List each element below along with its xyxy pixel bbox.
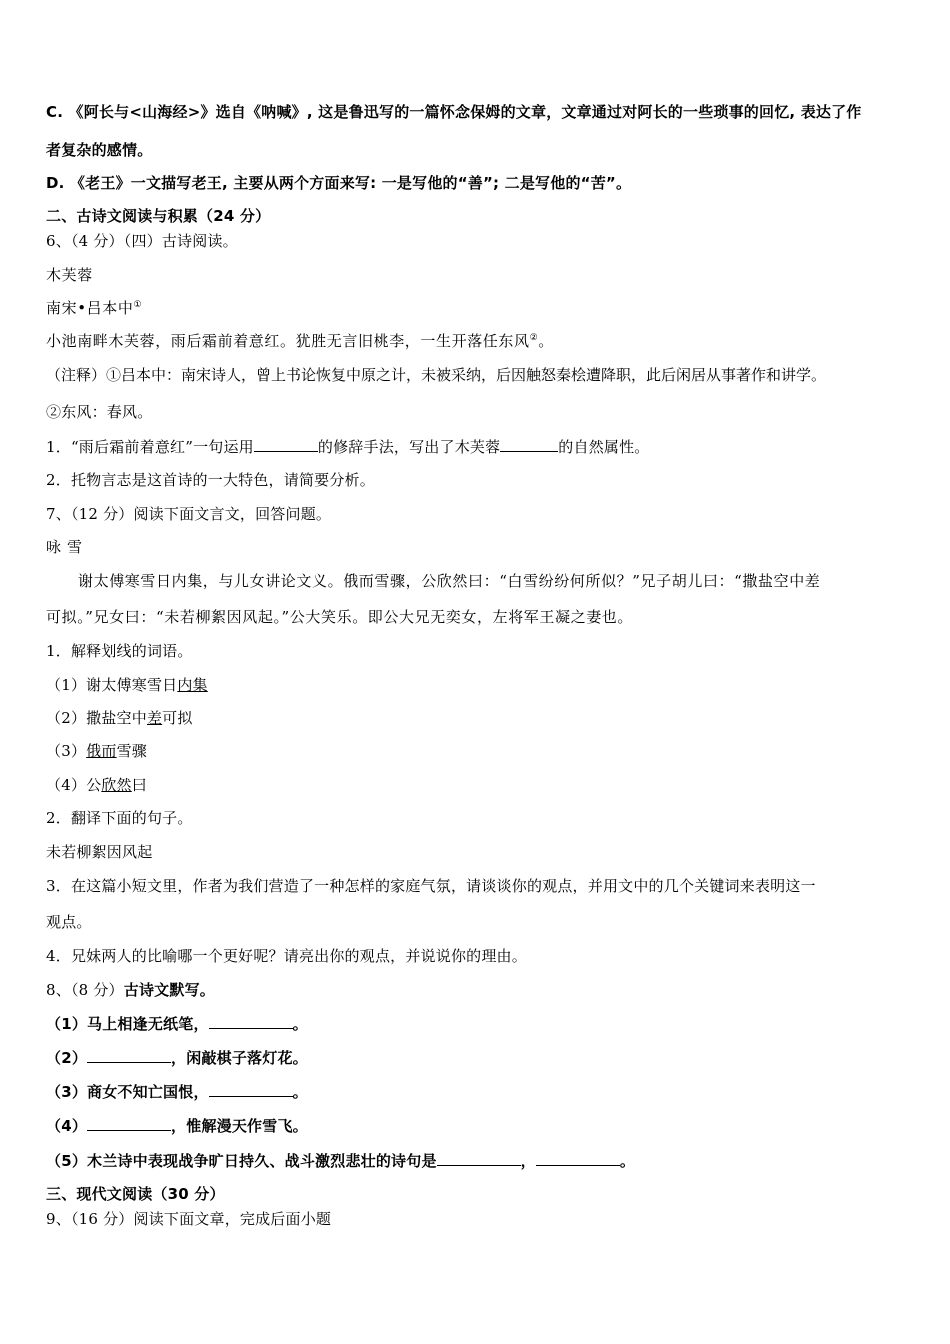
q7-sentence: 未若柳絮因风起 — [46, 843, 153, 861]
q8-item1 — [46, 1013, 308, 1034]
q8-item1-post: 。 — [292, 1015, 308, 1033]
poem-note1: （注释）①吕本中：南宋诗人，曾上书论恢复中原之计，未被采纳，后因触怒秦桧遭降职，此后闲居从事著作和讲学。 — [46, 366, 827, 384]
q7-sub1: 1．解释划线的词语。 — [46, 642, 193, 660]
section2-heading: 二、古诗文阅读与积累（24 分） — [46, 207, 271, 225]
q8-item2-post: ，闲敲棋子落灯花。 — [171, 1049, 308, 1067]
answer-blank[interactable] — [500, 436, 558, 452]
q7-item2 — [46, 708, 193, 728]
q7-item1-word: 内集 — [177, 676, 208, 694]
q7-item3-word: 俄而 — [86, 742, 117, 760]
poem-line — [46, 331, 554, 351]
q8-stem — [46, 980, 215, 1000]
poem-title: 木芙蓉 — [46, 266, 93, 284]
q7-item2-word: 差 — [146, 709, 163, 727]
option-d: D. 《老王》一文描写老王, 主要从两个方面来写: 一是写他的“善”; 二是写他的“苦”。 — [46, 174, 632, 192]
q8-item5-mid: ， — [520, 1152, 536, 1170]
q8-item3-pre: （3）商女不知亡国恨， — [46, 1083, 209, 1101]
q7-sub3-line1: 3．在这篇小短文里，作者为我们营造了一种怎样的家庭气氛，请谈谈你的观点，并用文中的几个关键词来表明这一 — [46, 877, 816, 895]
q8-item5-pre: （5）木兰诗中表现战争旷日持久、战斗激烈悲壮的诗句是 — [46, 1152, 437, 1170]
answer-blank[interactable] — [209, 1081, 293, 1097]
answer-blank[interactable] — [209, 1013, 293, 1029]
option-c-line2: 者复杂的感情。 — [46, 141, 153, 159]
q8-stem-pre: 8、（8 分） — [46, 981, 124, 999]
option-c-line1: C. 《阿长与<山海经>》选自《呐喊》, 这是鲁迅写的一篇怀念保姆的文章，文章通过对阿长的一些琐事的回忆, 表达了作 — [46, 103, 862, 121]
q7-passage-line1: 谢太傅寒雪日内集，与儿女讲论文义。俄而雪骤，公欣然曰：“白雪纷纷何所似？”兄子胡儿曰：“撒盐空中差 — [78, 572, 821, 590]
q8-item2 — [46, 1047, 308, 1068]
q8-stem-bold: 古诗文默写。 — [123, 981, 215, 999]
q7-item2-pre: （2）撒盐空中 — [46, 709, 147, 727]
q7-item1 — [46, 675, 208, 695]
q8-item3-post: 。 — [292, 1083, 308, 1101]
poem-author-text: 南宋•吕本中 — [46, 299, 134, 317]
answer-blank[interactable] — [536, 1150, 620, 1166]
q8-item2-pre: （2） — [46, 1049, 88, 1067]
q6-sub2: 2．托物言志是这首诗的一大特色，请简要分析。 — [46, 471, 375, 489]
q7-sub2: 2．翻译下面的句子。 — [46, 809, 193, 827]
q7-item4-pre: （4）公 — [46, 776, 102, 794]
q7-item4 — [46, 775, 147, 795]
poem-note-mark: ② — [529, 333, 539, 343]
section3-heading: 三、现代文阅读（30 分） — [46, 1185, 225, 1203]
answer-blank[interactable] — [254, 436, 318, 452]
q8-item4 — [46, 1115, 308, 1136]
poem-note2: ②东风：春风。 — [46, 403, 153, 421]
answer-blank[interactable] — [87, 1047, 171, 1063]
q7-item4-post: 曰 — [131, 776, 147, 794]
q8-item4-post: ，惟解漫天作雪飞。 — [171, 1117, 308, 1135]
poem-line-end: 。 — [538, 332, 554, 350]
q7-item4-word: 欣然 — [101, 776, 132, 794]
q6-sub1 — [46, 436, 650, 457]
q7-item3-pre: （3） — [46, 742, 87, 760]
q7-sub3-line2: 观点。 — [46, 913, 92, 931]
q8-item5-post: 。 — [619, 1152, 636, 1170]
poem-line-text: 小池南畔木芙蓉，雨后霜前着意红。犹胜无言旧桃李，一生开落任东风 — [46, 332, 530, 350]
author-note-mark: ① — [133, 300, 143, 310]
q7-sub4: 4．兄妹两人的比喻哪一个更好呢？请亮出你的观点，并说说你的理由。 — [46, 947, 527, 965]
q7-item2-post: 可拟 — [162, 709, 193, 727]
poem-author — [46, 298, 142, 318]
q6-sub1-a: 1．“雨后霜前着意红”一句运用 — [46, 438, 254, 456]
q7-item3 — [46, 741, 147, 761]
q8-item3 — [46, 1081, 308, 1102]
q7-item1-pre: （1）谢太傅寒雪日 — [46, 676, 178, 694]
q7-title: 咏 雪 — [46, 538, 83, 556]
q6-sub1-c: 的自然属性。 — [558, 438, 650, 456]
q7-item3-post: 雪骤 — [116, 742, 147, 760]
q7-stem: 7、（12 分）阅读下面文言文，回答问题。 — [46, 505, 332, 523]
q8-item4-pre: （4） — [46, 1117, 88, 1135]
q8-item1-pre: （1）马上相逢无纸笔， — [46, 1015, 209, 1033]
q6-stem: 6、（4 分）（四）古诗阅读。 — [46, 232, 238, 250]
q9-stem: 9、（16 分）阅读下面文章，完成后面小题 — [46, 1210, 332, 1228]
answer-blank[interactable] — [87, 1115, 171, 1131]
q8-item5 — [46, 1150, 635, 1171]
q7-passage-line2: 可拟。”兄女曰：“未若柳絮因风起。”公大笑乐。即公大兄无奕女，左将军王凝之妻也。 — [46, 608, 634, 626]
q6-sub1-b: 的修辞手法，写出了木芙蓉 — [317, 438, 501, 456]
answer-blank[interactable] — [437, 1150, 521, 1166]
